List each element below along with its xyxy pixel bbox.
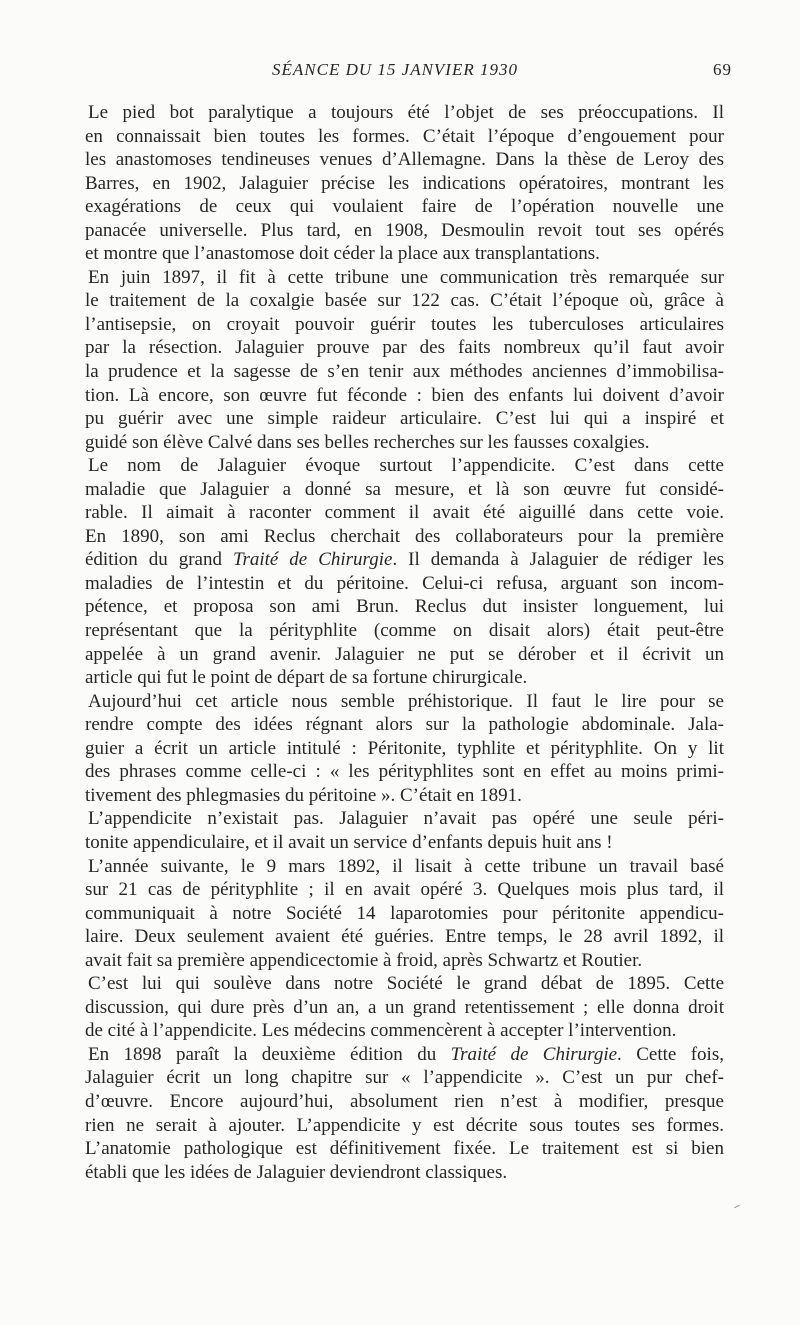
page-number: 69 bbox=[713, 60, 732, 79]
text-line: de cité à l’appendicite. Les médecins commencèrent à accepter l’intervention. bbox=[85, 1020, 677, 1042]
body-text bbox=[82, 101, 724, 1184]
text-line: établi que les idées de Jalaguier deviendront classiques. bbox=[85, 1161, 508, 1183]
text-line: article qui fut le point de départ de sa fortune chirurgicale. bbox=[85, 667, 528, 689]
text-line: laire. Deux seulement avaient été guéries. Entre temps, le 28 avril 1892, il bbox=[85, 926, 724, 948]
text-line: l’antisepsie, on croyait pouvoir guérir toutes les tuberculoses articulaires bbox=[85, 313, 724, 335]
text-line: en connaissait bien toutes les formes. C’était l’époque d’engouement pour bbox=[85, 125, 724, 147]
text-line: les anastomoses tendineuses venues d’Allemagne. Dans la thèse de Leroy des bbox=[85, 149, 724, 171]
paragraph bbox=[82, 1043, 724, 1184]
text-line: En 1898 paraît la deuxième édition du Traité de Chirurgie. Cette fois, bbox=[88, 1043, 724, 1065]
text-line: le traitement de la coxalgie basée sur 122 cas. C’était l’époque où, grâce à bbox=[85, 290, 724, 312]
paragraph bbox=[82, 266, 724, 454]
text-line: exagérations de ceux qui voulaient faire de l’opération nouvelle une bbox=[85, 196, 724, 218]
text-line: tivement des phlegmasies du péritoine ». C’était en 1891. bbox=[85, 784, 522, 806]
text-line: des phrases comme celle-ci : « les pérityphlites sont en effet au moins primi- bbox=[85, 761, 724, 783]
text-line: Le nom de Jalaguier évoque surtout l’appendicite. C’est dans cette bbox=[88, 455, 724, 477]
text-line: par la résection. Jalaguier prouve par des faits nombreux qu’il faut avoir bbox=[85, 337, 724, 359]
text-line: communiquait à notre Société 14 laparotomies pour péritonite appendicu- bbox=[85, 902, 724, 924]
text-line: d’œuvre. Encore aujourd’hui, absolument rien n’est à modifier, presque bbox=[85, 1090, 724, 1112]
text-line: tion. Là encore, son œuvre fut féconde : bien des enfants lui doivent d’avoir bbox=[85, 384, 724, 406]
paragraph bbox=[82, 972, 724, 1043]
text-line: guidé son élève Calvé dans ses belles recherches sur les fausses coxalgies. bbox=[85, 431, 650, 453]
text-line: sur 21 cas de pérityphlite ; il en avait opéré 3. Quelques mois plus tard, il bbox=[85, 879, 724, 901]
running-title: SÉANCE DU 15 JANVIER 1930 bbox=[272, 60, 518, 79]
text-line: pétence, et proposa son ami Brun. Reclus dut insister longuement, lui bbox=[85, 596, 724, 618]
text-line: En 1890, son ami Reclus cherchait des collaborateurs pour la première bbox=[85, 525, 724, 547]
text-line: et montre que l’anastomose doit céder la place aux transplantations. bbox=[85, 243, 600, 265]
paragraph bbox=[82, 101, 724, 266]
text-line: Le pied bot paralytique a toujours été l’objet de ses préoccupations. Il bbox=[88, 102, 724, 123]
paragraph bbox=[82, 855, 724, 973]
text-line: guier a écrit un article intitulé : Péritonite, typhlite et pérityphlite. On y lit bbox=[85, 737, 724, 759]
text-line: L’anatomie pathologique est définitivement fixée. Le traitement est si bien bbox=[85, 1138, 724, 1160]
margin-mark bbox=[734, 1205, 740, 1208]
running-header bbox=[0, 60, 800, 84]
text-line: appelée à un grand avenir. Jalaguier ne put se dérober et il écrivit un bbox=[85, 643, 724, 665]
text-line: rable. Il aimait à raconter comment il avait été aiguillé dans cette voie. bbox=[85, 502, 724, 524]
text-line: édition du grand Traité de Chirurgie. Il demanda à Jalaguier de rédiger les bbox=[85, 549, 724, 571]
text-line: pu guérir avec une simple raideur articulaire. C’est lui qui a inspiré et bbox=[85, 408, 724, 430]
text-line: L’appendicite n’existait pas. Jalaguier n’avait pas opéré une seule péri- bbox=[88, 808, 724, 830]
text-line: Jalaguier écrit un long chapitre sur « l’appendicite ». C’est un pur chef- bbox=[85, 1067, 724, 1089]
text-line: Barres, en 1902, Jalaguier précise les indications opératoires, montrant les bbox=[85, 172, 724, 194]
paragraph bbox=[82, 690, 724, 808]
text-line: représentant que la pérityphlite (comme on disait alors) était peut-être bbox=[85, 620, 724, 642]
text-line: avait fait sa première appendicectomie à froid, après Schwartz et Routier. bbox=[85, 949, 643, 971]
text-line: rendre compte des idées régnant alors sur la pathologie abdominale. Jala- bbox=[85, 714, 724, 736]
text-line: discussion, qui dure près d’un an, a un grand retentissement ; elle donna droit bbox=[85, 996, 724, 1018]
text-line: En juin 1897, il fit à cette tribune une communication très remarquée sur bbox=[88, 266, 724, 288]
text-line: rien ne serait à ajouter. L’appendicite y est décrite sous toutes ses formes. bbox=[85, 1114, 724, 1136]
text-line: maladie que Jalaguier a donné sa mesure, et là son œuvre fut considé- bbox=[85, 478, 724, 500]
text-line: Aujourd’hui cet article nous semble préhistorique. Il faut le lire pour se bbox=[88, 690, 724, 712]
text-line: tonite appendiculaire, et il avait un service d’enfants depuis huit ans ! bbox=[85, 831, 613, 853]
paragraph bbox=[82, 807, 724, 854]
text-line: L’année suivante, le 9 mars 1892, il lisait à cette tribune un travail basé bbox=[88, 855, 724, 877]
text-line: C’est lui qui soulève dans notre Société le grand débat de 1895. Cette bbox=[88, 973, 724, 995]
paragraph bbox=[82, 454, 724, 689]
text-line: panacée universelle. Plus tard, en 1908, Desmoulin revoit tout ses opérés bbox=[85, 219, 724, 241]
text-line: maladies de l’intestin et du péritoine. Celui-ci refusa, arguant son incom- bbox=[85, 572, 724, 594]
text-line: la prudence et la sagesse de s’en tenir aux méthodes anciennes d’immobilisa- bbox=[85, 361, 724, 383]
